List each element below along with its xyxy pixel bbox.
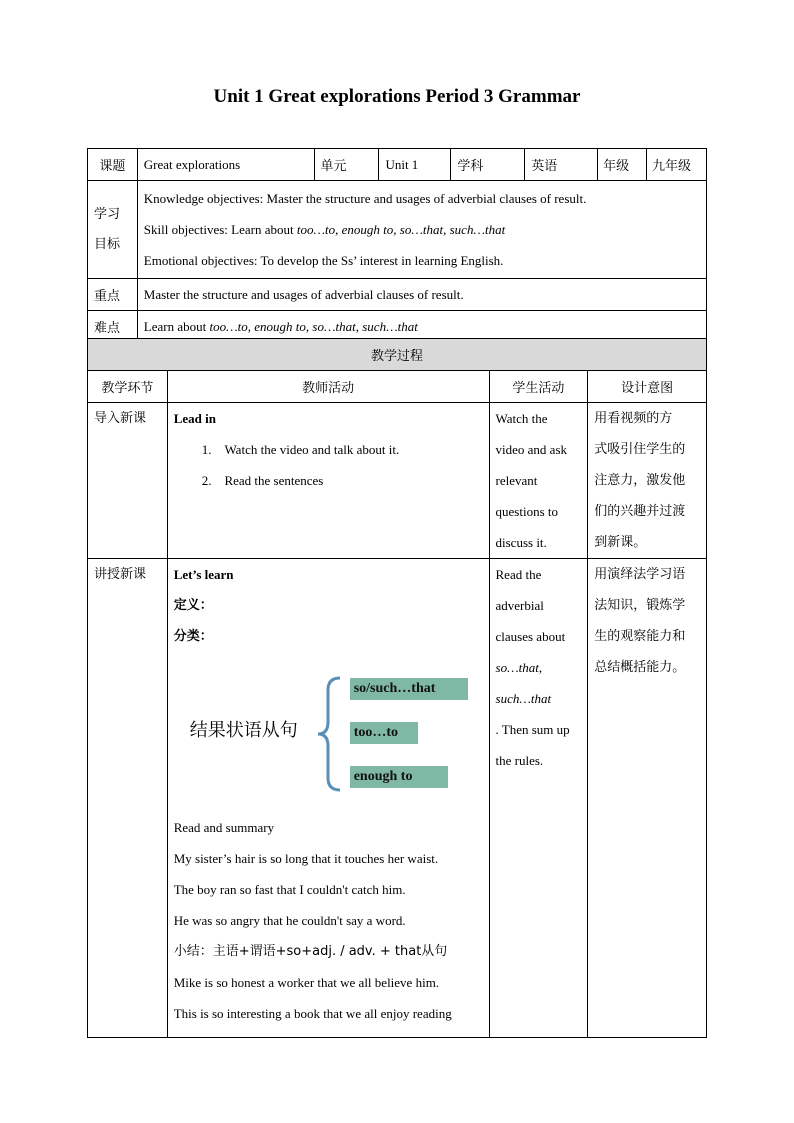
- sentence-line: Read and summary: [173, 820, 275, 835]
- col-purpose: 设计意图: [588, 371, 707, 403]
- sentence-line: The boy ran so fast that I couldn't catch him.: [173, 882, 406, 897]
- process-table: [87, 338, 707, 1038]
- student-new-lesson-line: such…that: [495, 691, 552, 706]
- lead-in-item-1-text: Watch the video and talk about it.: [224, 442, 400, 457]
- student-new-lesson-line: the rules.: [495, 753, 544, 768]
- classification-label: 分类：: [173, 629, 213, 644]
- diagram-tag-so-such: so/such…that: [350, 678, 468, 700]
- emotional-objective: Emotional objectives: To develop the Ss’ interest in learning English.: [143, 253, 504, 268]
- brace-icon: [314, 676, 344, 792]
- student-new-lesson-line: . Then sum up: [495, 722, 570, 737]
- purpose-new-lesson-line: 法知识，锻炼学: [594, 598, 686, 613]
- teacher-new-lesson: [167, 559, 489, 1038]
- purpose-new-lesson-line: 用演绎法学习语: [594, 567, 686, 582]
- stage-new-lesson-label: 讲授新课: [94, 567, 147, 582]
- sentence-line: Mike is so honest a worker that we all believe him.: [173, 975, 440, 990]
- difficult-items: too…to, enough to, so…that, such…that: [209, 318, 418, 334]
- student-new-lesson: [489, 559, 588, 1038]
- col-stage: 教学环节: [88, 371, 168, 403]
- purpose-new-lesson: [588, 559, 707, 1038]
- student-lead-in-line-3: relevant: [495, 473, 538, 488]
- page-title: Unit 1 Great explorations Period 3 Grammar: [213, 86, 581, 107]
- student-new-lesson-line: so…that,: [495, 660, 543, 675]
- definition-label: 定义：: [173, 598, 213, 613]
- skill-prefix: Skill objectives: Learn about: [143, 222, 297, 237]
- student-lead-in-line-2: video and ask: [495, 442, 567, 457]
- stage-new-lesson: [88, 559, 168, 1038]
- difficult-prefix: Learn about: [143, 318, 210, 334]
- purpose-lead-in-line-2: 式吸引住学生的: [594, 442, 686, 457]
- purpose-lead-in-line-3: 注意力，激发他: [594, 473, 686, 488]
- purpose-new-lesson-line: 生的观察能力和: [594, 629, 686, 644]
- diagram-main-label: 结果状语从句: [189, 720, 298, 741]
- purpose-lead-in: [588, 403, 707, 559]
- purpose-new-lesson-line: 总结概括能力。: [594, 660, 686, 675]
- label-grade: 年级: [598, 149, 647, 181]
- info-table: [87, 148, 707, 343]
- student-new-lesson-line: adverbial: [495, 598, 544, 613]
- label-topic: 课题: [88, 149, 138, 181]
- purpose-lead-in-line-4: 们的兴趣并过渡: [594, 504, 686, 519]
- teacher-lead-in: [167, 403, 489, 559]
- clause-diagram: [174, 658, 474, 808]
- skill-objective: [144, 214, 700, 245]
- process-header: 教学过程: [88, 339, 707, 371]
- student-lead-in-line-4: questions to: [495, 504, 558, 519]
- student-lead-in-line-5: discuss it.: [495, 535, 547, 550]
- col-teacher: 教师活动: [167, 371, 489, 403]
- student-new-lesson-line: clauses about: [495, 629, 566, 644]
- sentence-line: My sister’s hair is so long that it touches her waist.: [173, 851, 439, 866]
- grade-value: 九年级: [647, 149, 707, 181]
- label-subject: 学科: [451, 149, 525, 181]
- stage-lead-in: [88, 403, 168, 559]
- label-objectives: [88, 181, 138, 279]
- purpose-lead-in-line-5: 到新课。: [594, 535, 647, 550]
- unit-value: Unit 1: [379, 149, 451, 181]
- diagram-tag-enough-to: enough to: [350, 766, 448, 788]
- label-key-points: 重点: [88, 279, 138, 311]
- sentence-line: This is so interesting a book that we all enjoy reading: [173, 1006, 452, 1021]
- label-unit: 单元: [314, 149, 379, 181]
- knowledge-objective: Knowledge objectives: Master the structure and usages of adverbial clauses of result.: [143, 191, 587, 206]
- lead-in-item-1: 1. Watch the video and talk about it.: [201, 442, 400, 457]
- label-objectives-2: 目标: [94, 236, 121, 252]
- key-points-text: Master the structure and usages of adverbial clauses of result.: [137, 279, 706, 311]
- sentence-line: He was so angry that he couldn't say a word.: [173, 913, 406, 928]
- label-difficult-points: 难点: [88, 311, 138, 343]
- lead-in-heading: Lead in: [173, 411, 216, 426]
- col-student: 学生活动: [489, 371, 588, 403]
- stage-lead-in-label: 导入新课: [94, 411, 147, 426]
- lets-learn-heading: Let’s learn: [173, 567, 234, 582]
- subject-value: 英语: [525, 149, 598, 181]
- label-objectives-1: 学习: [94, 206, 121, 222]
- objectives-cell: [137, 181, 706, 279]
- student-new-lesson-line: Read the: [495, 567, 542, 582]
- student-lead-in: [489, 403, 588, 559]
- purpose-lead-in-line-1: 用看视频的方: [594, 411, 673, 426]
- skill-items: too…to, enough to, so…that, such…that: [296, 222, 506, 237]
- summary-line: 小结：主语+谓语+so+adj. / adv. + that从句: [173, 944, 448, 959]
- lead-in-item-2: 2. Read the sentences: [201, 473, 324, 488]
- topic-value: Great explorations: [137, 149, 314, 181]
- lead-in-item-2-text: Read the sentences: [224, 473, 324, 488]
- diagram-tag-too-to: too…to: [350, 722, 418, 744]
- student-lead-in-line-1: Watch the: [495, 411, 548, 426]
